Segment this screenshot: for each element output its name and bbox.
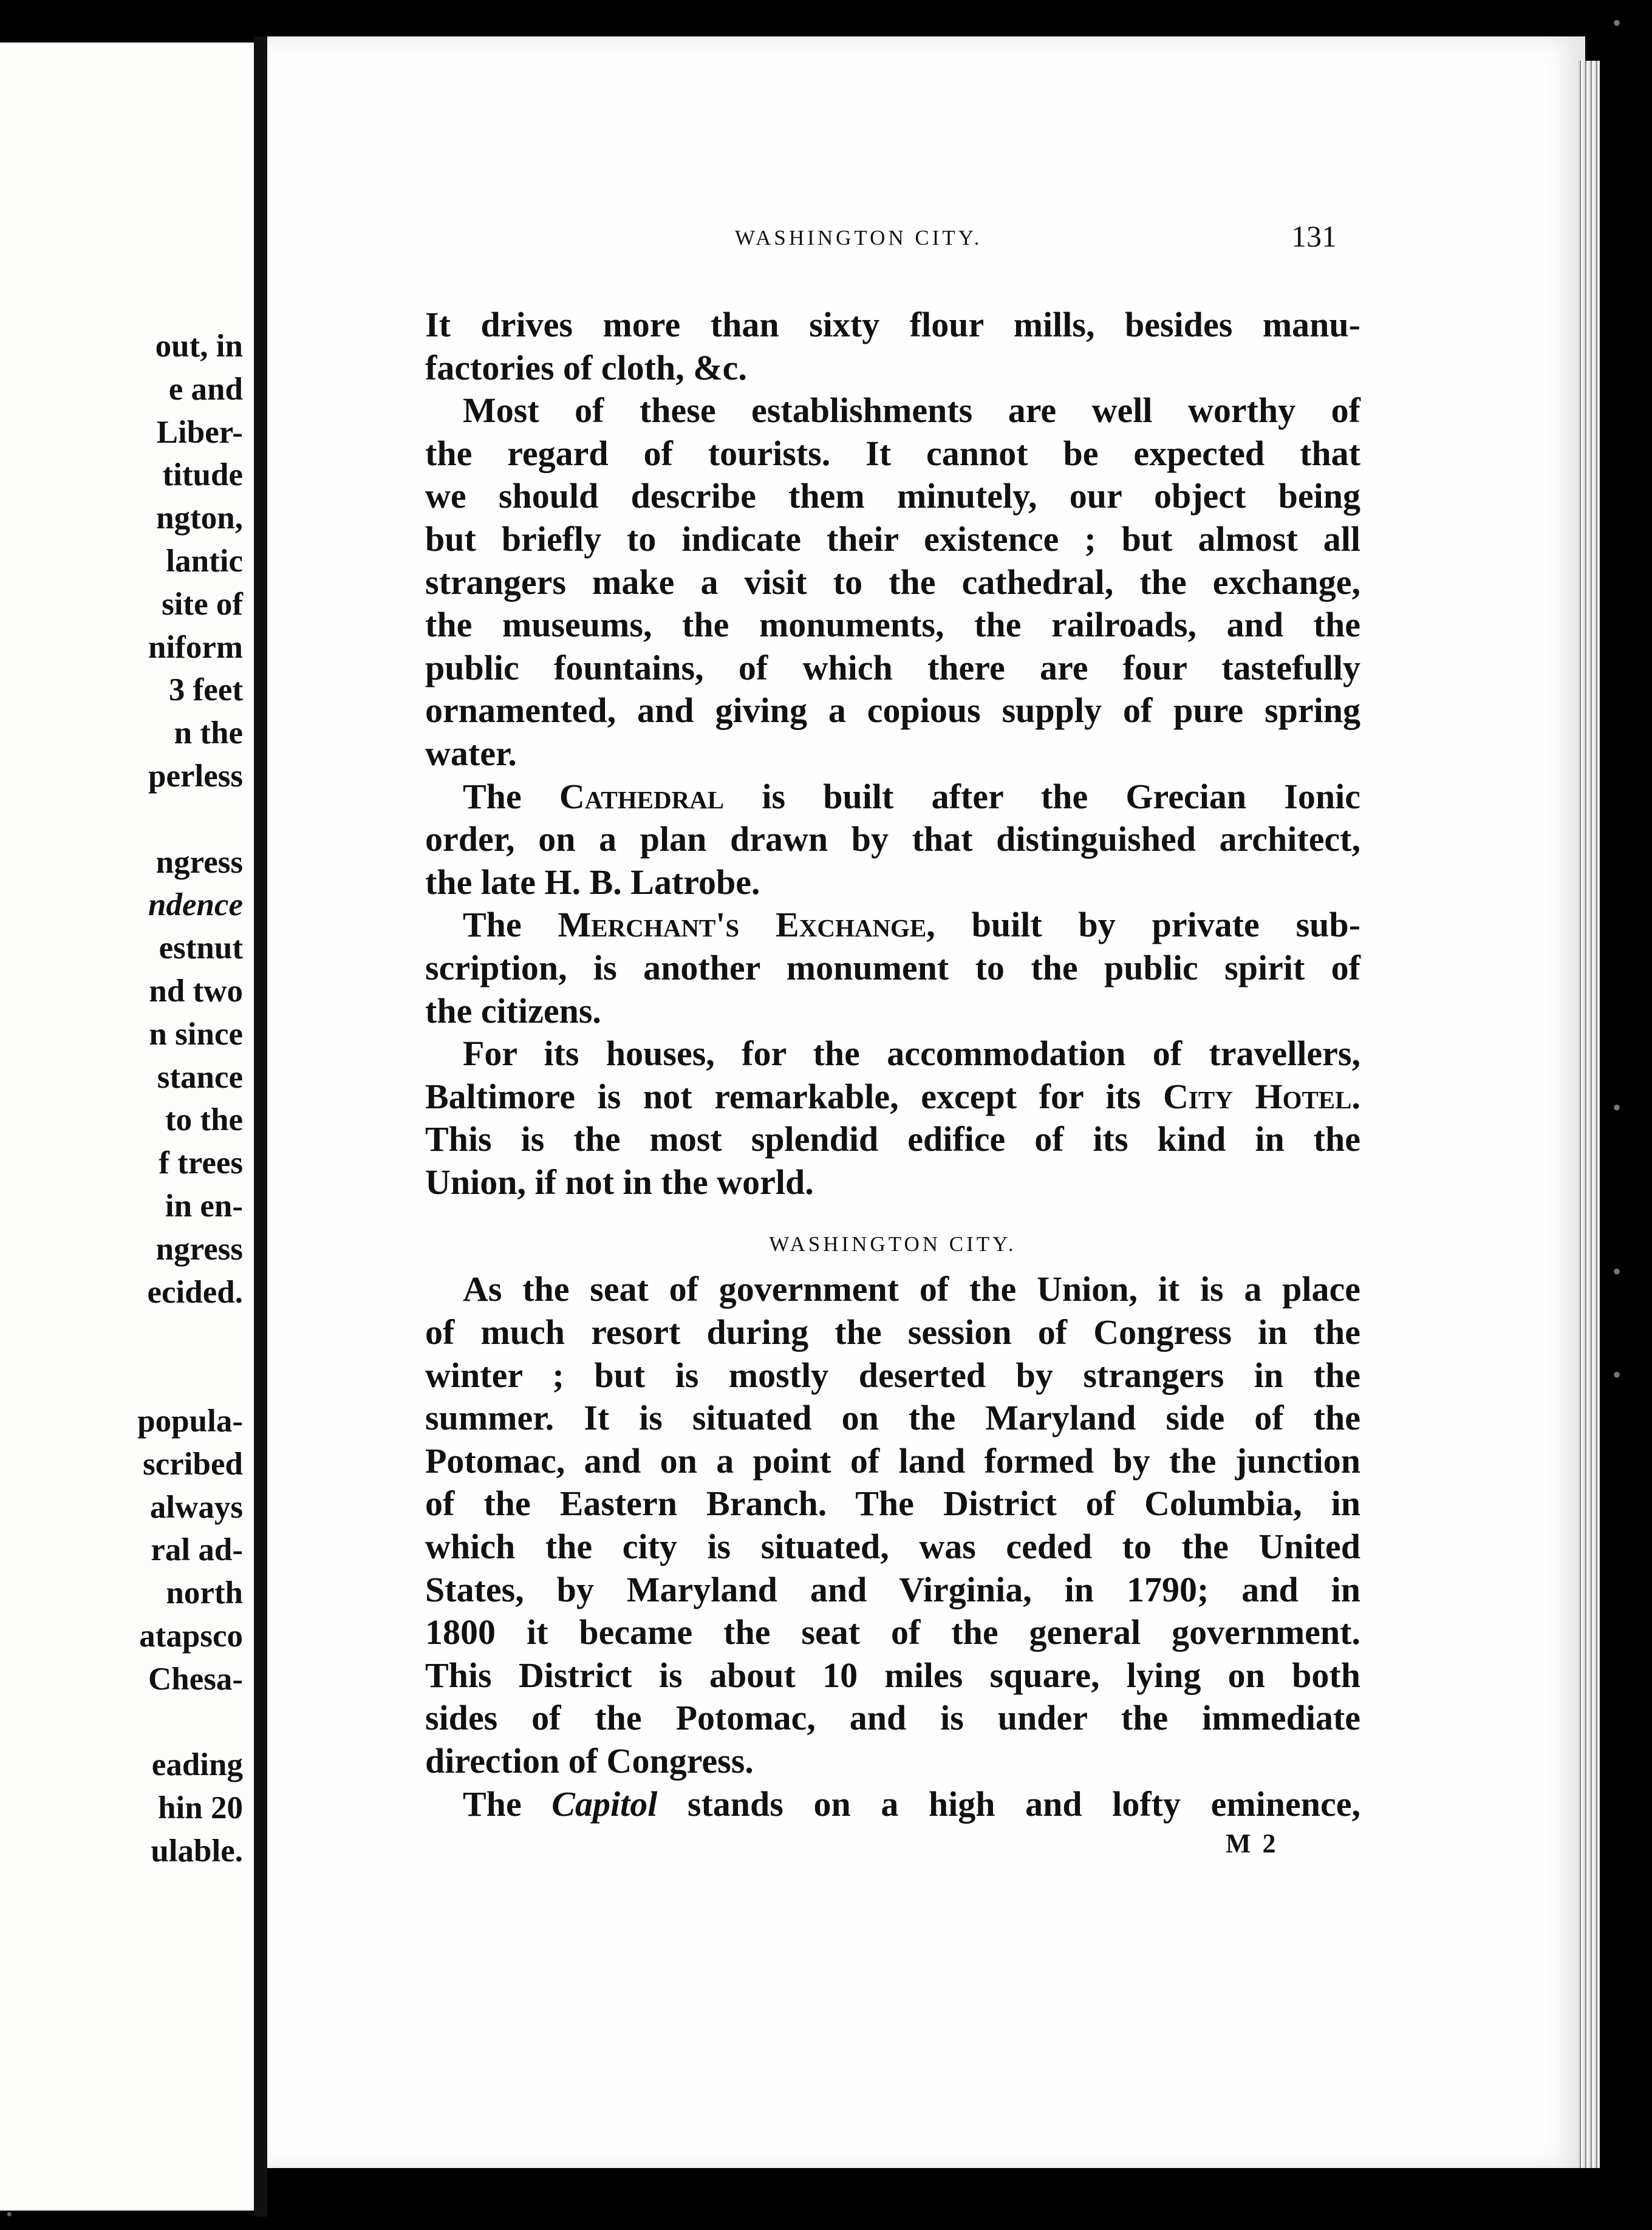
facing-line: site of [162, 586, 243, 622]
text-line: strangers make a visit to the cathedral, the exchange, [425, 562, 1360, 602]
text-line: States, by Maryland and Virginia, in 1790; and in [425, 1569, 1360, 1609]
text-line: summer. It is situated on the Maryland side of the [425, 1398, 1360, 1438]
facing-page-left [0, 43, 256, 2211]
facing-line: in en- [165, 1188, 243, 1224]
text-line: but briefly to indicate their existence ; but almost all [425, 519, 1360, 559]
scan-specks: • • • • [1613, 9, 1622, 1388]
text-line: the museums, the monuments, the railroads, and the [425, 605, 1360, 645]
facing-line [0, 798, 243, 841]
facing-line: lantic [166, 543, 243, 579]
running-head: WASHINGTON CITY. [735, 226, 983, 250]
text-line [425, 1076, 1360, 1119]
facing-line [0, 1357, 243, 1400]
text-line: winter ; but is mostly deserted by strangers in the [425, 1355, 1360, 1395]
facing-line: perless [148, 758, 243, 794]
facing-line: eading [151, 1747, 243, 1783]
text-run: The [463, 776, 559, 816]
facing-line: ngress [155, 1231, 243, 1267]
facing-line: ulable. [151, 1833, 243, 1869]
facing-line: north [166, 1575, 243, 1611]
text-run: Baltimore is not remarkable, except for its [425, 1076, 1163, 1116]
text-line: the regard of tourists. It cannot be expected that [425, 433, 1360, 473]
facing-line: ndence [148, 887, 243, 923]
facing-line: ral ad- [151, 1532, 243, 1568]
text-line: the citizens. [425, 991, 601, 1031]
scan-speck: • [6, 2204, 13, 2225]
text-line: we should describe them minutely, our object being [425, 476, 1360, 516]
text-line: of much resort during the session of Congress in the [425, 1312, 1360, 1352]
text-line: 1800 it became the seat of the general government. [425, 1612, 1360, 1652]
facing-line: 3 feet [168, 672, 243, 708]
text-line: factories of cloth, &c. [425, 347, 747, 387]
text-line: ornamented, and giving a copious supply of pure spring [425, 690, 1360, 731]
page-number: 131 [1291, 219, 1337, 253]
text-run: is built after the Grecian Ionic [724, 776, 1360, 816]
facing-line: popula- [137, 1403, 243, 1439]
facing-line: Liber- [156, 414, 243, 450]
facing-line: scribed [143, 1446, 243, 1482]
text-line: of the Eastern Branch. The District of Columbia, in [425, 1484, 1360, 1524]
text-line: order, on a plan drawn by that distinguished architect, [425, 819, 1360, 859]
text-line [425, 776, 1360, 819]
text-line: sides of the Potomac, and is under the immediate [425, 1698, 1360, 1738]
facing-line: n the [174, 715, 243, 751]
text-line: As the seat of government of the Union, it is a place [463, 1269, 1360, 1309]
signature-mark: M 2 [1226, 1829, 1278, 1858]
text-line: direction of Congress. [425, 1741, 754, 1781]
text-line: water. [425, 733, 517, 773]
facing-line: niform [148, 629, 243, 665]
facing-line: ngress [155, 844, 243, 880]
term-cathedral: Cathedral [559, 776, 725, 816]
facing-line: stance [157, 1059, 243, 1095]
page-edges [1578, 61, 1600, 2168]
text-line: public fountains, of which there are four tastefully [425, 647, 1360, 687]
facing-line [0, 1701, 243, 1744]
facing-line: n since [149, 1016, 243, 1052]
text-run: . [1351, 1076, 1360, 1116]
facing-line: always [149, 1489, 243, 1525]
facing-line: to the [165, 1102, 243, 1138]
section-heading: WASHINGTON CITY. [769, 1232, 1017, 1257]
facing-line: ecided. [147, 1274, 243, 1310]
text-line: This is the most splendid edifice of its kind in the [425, 1119, 1360, 1159]
text-run: stands on a high and lofty eminence, [657, 1784, 1360, 1824]
text-line: the late H. B. Latrobe. [425, 862, 760, 902]
text-line: It drives more than sixty flour mills, besides manu- [425, 305, 1360, 344]
text-line: Potomac, and on a point of land formed by the junction [425, 1441, 1360, 1481]
term-city-hotel: City Hotel [1163, 1076, 1352, 1116]
facing-line: ngton, [156, 500, 243, 536]
text-line: which the city is situated, was ceded to the United [425, 1527, 1360, 1567]
term-merchants-exchange: Merchant's Exchange [558, 905, 927, 945]
facing-line: estnut [159, 930, 243, 966]
book-gutter [254, 36, 267, 2217]
text-run: The [463, 1784, 552, 1824]
text-run: The [463, 905, 558, 945]
text-line: This District is about 10 miles square, lying on both [425, 1655, 1360, 1695]
text-run: , built by private sub- [926, 905, 1361, 945]
text-line: Most of these establishments are well worthy of [463, 390, 1360, 431]
text-line: For its houses, for the accommodation of travellers, [463, 1034, 1360, 1074]
facing-line: titude [162, 457, 243, 493]
facing-line: out, in [155, 329, 243, 364]
facing-line: Chesa- [148, 1661, 243, 1697]
body-text [425, 304, 1360, 1826]
facing-line: f trees [159, 1145, 243, 1181]
facing-page-text [0, 325, 243, 1873]
facing-line: nd two [149, 973, 243, 1009]
facing-line [0, 1314, 243, 1357]
facing-line: hin 20 [158, 1790, 243, 1826]
term-capitol: Capitol [551, 1784, 658, 1824]
text-line [425, 1783, 1360, 1826]
facing-line: atapsco [139, 1618, 243, 1654]
text-line: scription, is another monument to the public spirit of [425, 947, 1360, 987]
facing-line: e and [168, 371, 243, 407]
text-line [425, 904, 1360, 947]
text-line: Union, if not in the world. [425, 1162, 814, 1202]
